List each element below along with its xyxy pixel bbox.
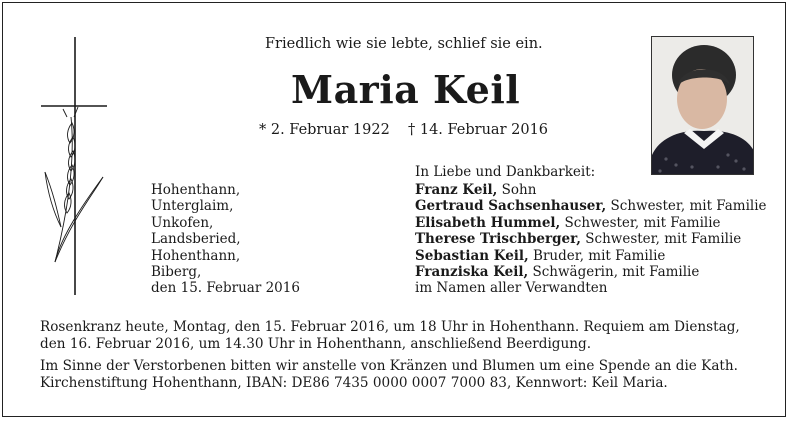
mourner-line <box>415 231 767 247</box>
portrait-photo <box>651 36 754 175</box>
mourner-relation: Schwester, mit Familie <box>606 198 767 215</box>
mourners-list <box>415 182 767 297</box>
mourner-name: Elisabeth Hummel, <box>415 214 561 231</box>
place-line: Unterglaim, <box>151 198 234 215</box>
place-line: Hohenthann, <box>151 247 241 264</box>
quote-text: Friedlich wie sie lebte, schlief sie ein. <box>265 36 543 52</box>
service-info-paragraph: Rosenkranz heute, Montag, den 15. Februar 2016, um 18 Uhr in Hohenthann. Requiem am Dienstag, den 16. Februar 2016, um 14.30 Uhr in Hohenthann, anschließend Beerdigung. <box>40 319 740 352</box>
death-date: † 14. Februar 2016 <box>408 122 549 138</box>
place-line: Biberg, <box>151 264 202 281</box>
mourner-relation: Bruder, mit Familie <box>528 247 666 264</box>
mourner-line <box>415 215 767 231</box>
place-line: Landsberied, <box>151 231 241 248</box>
obituary-notice <box>2 2 786 417</box>
portrait-image <box>652 37 754 175</box>
mourner-line <box>415 198 767 214</box>
mourner-relation: im Namen aller Verwandten <box>415 280 608 297</box>
mourner-name: Gertraud Sachsenhauser, <box>415 198 607 215</box>
mourner-relation: Schwägerin, mit Familie <box>528 264 700 281</box>
places-list <box>151 182 300 297</box>
mourner-relation: Schwester, mit Familie <box>560 214 721 231</box>
mourner-line <box>415 280 767 296</box>
place-date-line: den 15. Februar 2016 <box>151 280 300 297</box>
deceased-name: Maria Keil <box>291 67 521 112</box>
place-line: Unkofen, <box>151 214 214 231</box>
mourner-name: Therese Trischberger, <box>415 231 581 248</box>
mourner-name: Franziska Keil, <box>415 264 529 281</box>
dedication-intro: In Liebe und Dankbarkeit: <box>415 164 596 180</box>
mourner-relation: Schwester, mit Familie <box>580 231 742 248</box>
mourner-line <box>415 182 767 198</box>
mourner-name: Franz Keil, <box>415 182 498 198</box>
mourner-line <box>415 264 767 280</box>
place-line: Hohenthann, <box>151 182 241 198</box>
mourner-relation: Sohn <box>497 182 537 198</box>
mourner-line <box>415 248 767 264</box>
donation-info-paragraph: Im Sinne der Verstorbenen bitten wir anstelle von Kränzen und Blumen um eine Spende an die Kath. Kirchenstiftung Hohenthann, IBAN: DE86 7435 0000 0007 7000 83, Kennwort: Keil Maria. <box>40 358 738 391</box>
cross-with-wheat-icon <box>41 37 113 297</box>
mourner-name: Sebastian Keil, <box>415 247 529 264</box>
birth-date: * 2. Februar 1922 <box>259 122 390 138</box>
